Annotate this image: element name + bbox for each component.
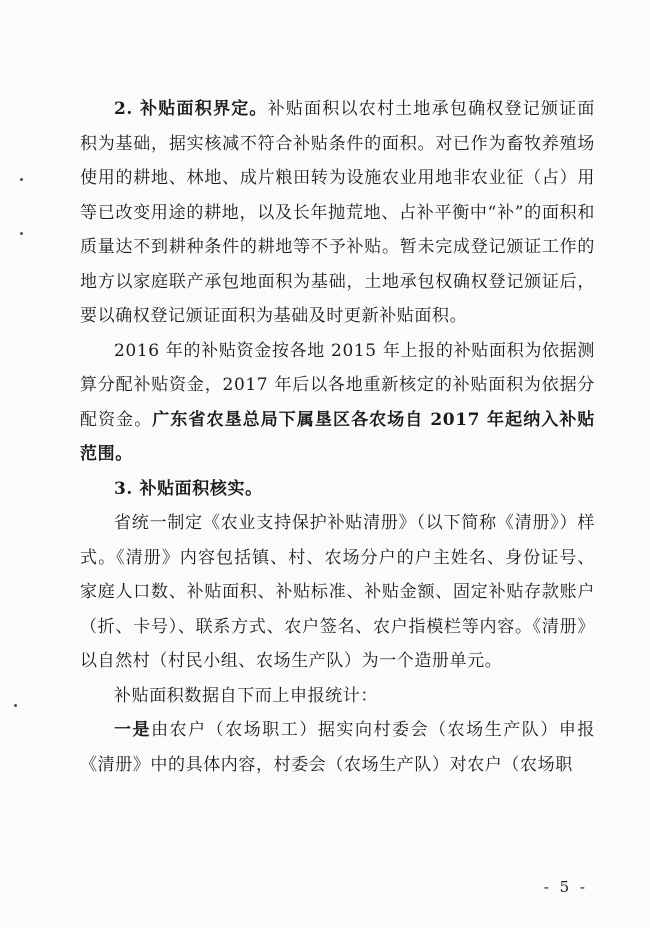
scan-mark	[14, 704, 17, 707]
section-2-heading: 2. 补贴面积界定。	[114, 99, 268, 119]
section-2-paragraph	[80, 92, 595, 334]
funding-bold-text: 广东省农垦总局下属垦区各农场自 2017 年起纳入补贴范围。	[80, 409, 595, 464]
document-body	[80, 92, 595, 782]
funding-text: 2016 年的补贴资金按各地 2015 年上报的补贴面积为依据测算分配补贴资金，2017 年后以各地重新核定的补贴面积为依据分配资金。	[80, 340, 595, 430]
reporting-paragraph: 补贴面积数据自下而上申报统计：	[114, 685, 378, 706]
scan-mark	[20, 232, 23, 235]
scan-mark	[20, 178, 23, 181]
step-1-paragraph	[80, 713, 595, 782]
step-1-lead: 一是	[114, 720, 152, 740]
page-number: - 5 -	[543, 878, 588, 896]
funding-paragraph	[80, 334, 595, 472]
section-2-text: 补贴面积以农村土地承包确权登记颁证面积为基础，据实核减不符合补贴条件的面积。对已作为畜牧养殖场使用的耕地、林地、成片粮田转为设施农业用地非农业征（占）用等已改变用途的耕地，以及长年抛荒地、占补平衡中“补”的面积和质量达不到耕种条件的耕地等不予补贴。暂未完成登记颁证工作的地方以家庭联产承包地面积为基础，土地承包权确权登记颁证后，要以确权登记颁证面积为基础及时更新补贴面积。	[80, 99, 595, 326]
register-paragraph: 省统一制定《农业支持保护补贴清册》（以下简称《清册》）样式。《清册》内容包括镇、村、农场分户的户主姓名、身份证号、家庭人口数、补贴面积、补贴标准、补贴金额、固定补贴存款账户（折、卡号）、联系方式、农户签名、农户指模栏等内容。《清册》以自然村（村民小组、农场生产队）为一个造册单元。	[80, 513, 595, 671]
section-3-heading: 3. 补贴面积核实。	[114, 478, 263, 499]
step-1-text: 由农户（农场职工）据实向村委会（农场生产队）申报《清册》中的具体内容，村委会（农场生产队）对农户（农场职	[80, 720, 595, 775]
